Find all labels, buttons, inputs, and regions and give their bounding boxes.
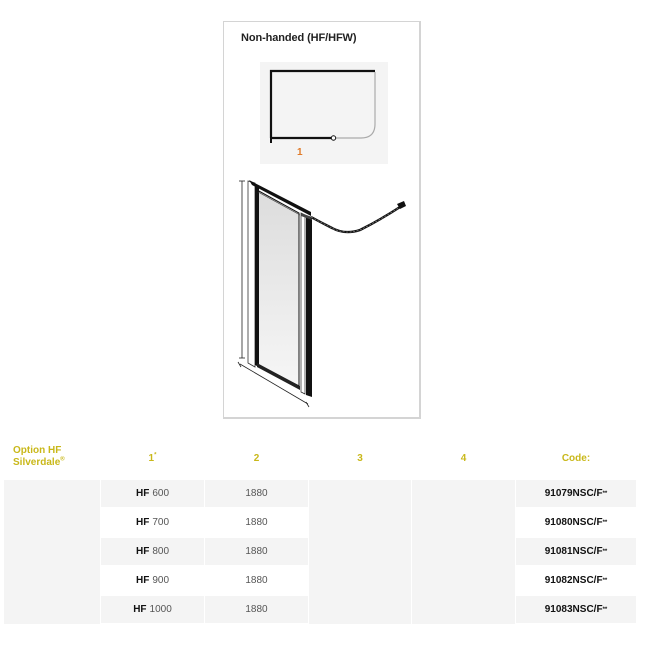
table-row-code: 91080NSC/F **	[544, 517, 608, 528]
table-row-size: HF 600	[101, 480, 204, 507]
header-col-1: 1*	[148, 452, 157, 464]
header-col-2: 2	[253, 453, 260, 464]
table-row-height: 1880	[245, 517, 268, 528]
plan-dimension-label: 1	[297, 147, 303, 158]
table-row-code: 91082NSC/F **	[544, 575, 608, 586]
table-row-height: 1880	[205, 538, 308, 565]
header-col-4: 4	[460, 453, 467, 464]
figure-title: Non-handed (HF/HFW)	[241, 32, 357, 44]
header-code: Code:	[561, 453, 591, 464]
header-col-3: 3	[357, 453, 363, 464]
table-row-height: 1880	[205, 596, 308, 623]
registered-mark: ®	[60, 456, 65, 463]
table-row-size: HF 1000	[101, 596, 204, 623]
header-option	[13, 445, 103, 469]
col4-merged-cell	[412, 480, 515, 624]
table-row-size: HF 800	[101, 538, 204, 565]
header-option-line2: Silverdale	[13, 457, 61, 468]
table-row-size: HF 900	[135, 575, 170, 586]
option-cell	[4, 480, 100, 624]
table-row-height: 1880	[205, 480, 308, 507]
table-row-code: 91079NSC/F **	[516, 480, 636, 507]
table-row-code: 91081NSC/F **	[516, 538, 636, 565]
table-row-size: HF 700	[135, 517, 170, 528]
table-row-code: 91083NSC/F **	[516, 596, 636, 623]
table-row-height: 1880	[245, 575, 268, 586]
header-option-line1: Option HF	[13, 445, 62, 456]
col3-merged-cell	[309, 480, 411, 624]
